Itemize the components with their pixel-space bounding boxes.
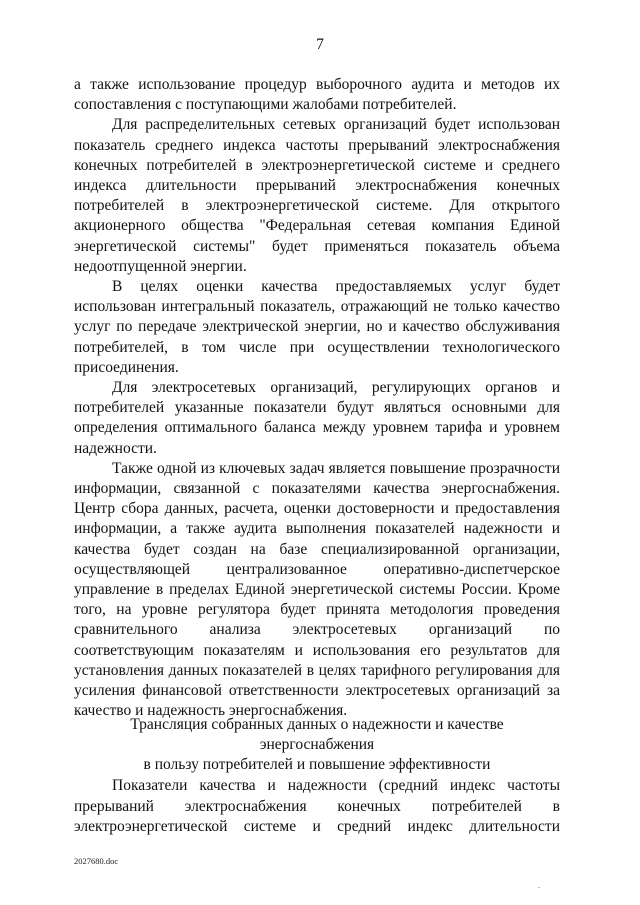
paragraph: Для распределительных сетевых организаций будет использован показатель среднего индекса частоты прерываний электроснабжения конечных потребителей в электроэнергетической системе и среднего индекса длительности прерываний электроснабжения конечных потребителей в электроэнергетической системе. Для открытого акционерного общества "Федеральная сетевая компания Единой энергетической системы" будет применяться показатель объема недоотпущенной энергии.: [74, 116, 560, 275]
paragraph: В целях оценки качества предоставляемых услуг будет использован интегральный показатель, отражающий не только качество услуг по передаче электрической энергии, но и качество обслуживания потребителей, в том числе при осуществлении технологического присоединения.: [74, 278, 560, 376]
section-body: [74, 776, 560, 838]
document-body: [74, 75, 560, 722]
footer-mark: .: [538, 881, 540, 890]
paragraph: Также одной из ключевых задач является повышение прозрачности информации, связанной с показателями качества энергоснабжения. Центр сбора данных, расчета, оценки достоверности и предоставления информации, а также аудита выполнения показателей надежности и качества будет создан на базе специализированной организации, осуществляющей централизованное оперативно-диспетчерское управление в пределах Единой энергетической системы России. Кроме того, на уровне регулятора будет принята методология проведения сравнительного анализа электросетевых организаций по соответствующим показателям и использования его результатов для установления данных показателей в целях тарифного регулирования для усиления финансовой ответственности электросетевых организаций за качество и надежность энергоснабжения.: [74, 459, 560, 720]
section-heading-line: Трансляция собранных данных о надежности и качестве энергоснабжения: [130, 716, 504, 754]
page-number: 7: [316, 36, 324, 53]
footer-filename: 2027680.doc: [74, 856, 119, 866]
paragraph: Для электросетевых организаций, регулирующих органов и потребителей указанные показатели будут являться основными для определения оптимального баланса между уровнем тарифа и уровнем надежности.: [74, 379, 560, 457]
paragraph: Показатели качества и надежности (средний индекс частоты прерываний электроснабжения конечных потребителей в электроэнергетической системе и средний индекс длительности: [74, 777, 560, 835]
paragraph: а также использование процедур выборочного аудита и методов их сопоставления с поступающими жалобами потребителей.: [74, 76, 560, 114]
section-heading-line: в пользу потребителей и повышение эффективности: [143, 756, 491, 774]
section-heading: [74, 715, 560, 776]
